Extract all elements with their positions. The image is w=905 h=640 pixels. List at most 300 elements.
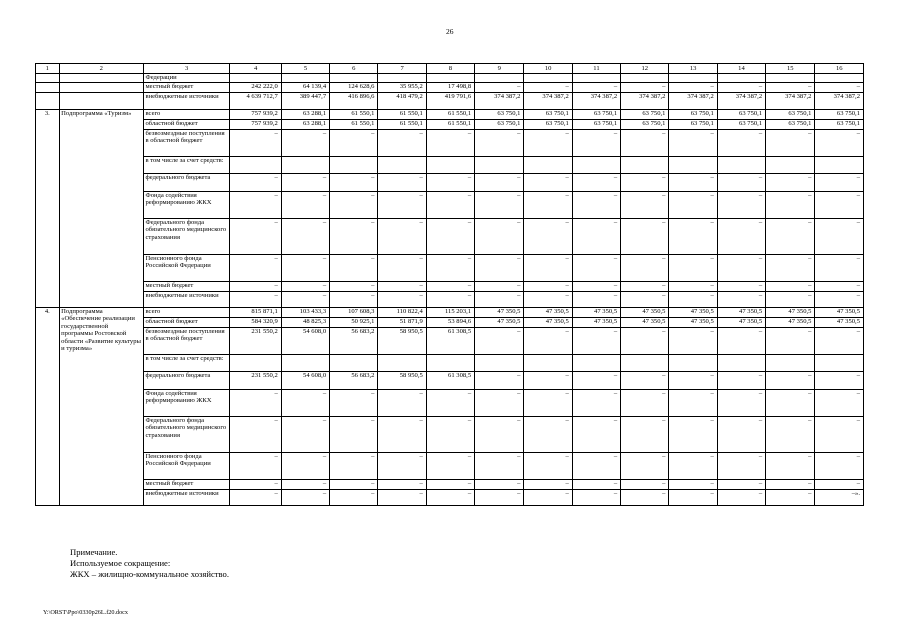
value-cell: 58 950,5 [378, 328, 426, 355]
value-cell: 61 550,1 [426, 110, 474, 120]
value-cell: – [621, 255, 669, 282]
value-cell: 51 871,9 [378, 318, 426, 328]
number-cell [36, 83, 60, 93]
value-cell: – [426, 417, 474, 453]
table-row [36, 355, 864, 372]
value-cell: – [426, 219, 474, 255]
value-cell [669, 74, 717, 83]
column-header: 3 [143, 64, 229, 74]
value-cell: – [330, 255, 378, 282]
value-cell: – [572, 130, 620, 157]
value-cell: 63 288,1 [281, 110, 329, 120]
value-cell: – [815, 372, 864, 390]
value-cell: – [426, 480, 474, 490]
value-cell: – [572, 255, 620, 282]
table-row [36, 130, 864, 157]
value-cell: – [330, 453, 378, 480]
value-cell: 63 750,1 [572, 110, 620, 120]
value-cell [281, 74, 329, 83]
column-header: 1 [36, 64, 60, 74]
value-cell: 107 608,3 [330, 308, 378, 318]
value-cell: 56 683,2 [330, 328, 378, 355]
value-cell: – [524, 219, 572, 255]
value-cell: 47 350,5 [621, 318, 669, 328]
value-cell: 63 750,1 [766, 110, 815, 120]
value-cell: – [815, 174, 864, 192]
value-cell: – [426, 192, 474, 219]
table-row [36, 83, 864, 93]
source-cell: местный бюджет [143, 282, 229, 292]
value-cell: – [524, 453, 572, 480]
value-cell: – [475, 328, 524, 355]
value-cell: – [475, 192, 524, 219]
value-cell: – [524, 372, 572, 390]
value-cell [426, 74, 474, 83]
value-cell: 48 825,3 [281, 318, 329, 328]
value-cell: 47 350,5 [717, 318, 765, 328]
source-cell: в том числе за счет средств: [143, 157, 229, 174]
value-cell: – [378, 255, 426, 282]
value-cell [330, 74, 378, 83]
value-cell: 47 350,5 [475, 318, 524, 328]
value-cell [815, 157, 864, 174]
value-cell: – [230, 192, 281, 219]
table-row [36, 174, 864, 192]
value-cell [230, 355, 281, 372]
table-row [36, 74, 864, 83]
value-cell [426, 157, 474, 174]
number-cell [36, 74, 60, 83]
value-cell: – [281, 390, 329, 417]
table-row [36, 282, 864, 292]
value-cell [572, 355, 620, 372]
table-row [36, 157, 864, 174]
value-cell [281, 157, 329, 174]
value-cell [815, 355, 864, 372]
column-header: 14 [717, 64, 765, 74]
value-cell: – [717, 130, 765, 157]
value-cell [621, 74, 669, 83]
table-row [36, 318, 864, 328]
value-cell: – [378, 130, 426, 157]
value-cell: – [475, 480, 524, 490]
value-cell: – [378, 174, 426, 192]
value-cell: – [815, 292, 864, 308]
value-cell: – [572, 282, 620, 292]
value-cell: – [475, 490, 524, 506]
value-cell: 47 350,5 [815, 318, 864, 328]
value-cell [717, 355, 765, 372]
value-cell [475, 355, 524, 372]
value-cell: – [230, 490, 281, 506]
value-cell: – [378, 453, 426, 480]
value-cell: – [475, 390, 524, 417]
value-cell: – [230, 219, 281, 255]
source-cell: Федерального фонда обязательного медицинского страхования [143, 417, 229, 453]
value-cell [475, 74, 524, 83]
value-cell: 584 320,9 [230, 318, 281, 328]
value-cell: 374 387,2 [572, 93, 620, 110]
value-cell: – [475, 83, 524, 93]
value-cell [330, 157, 378, 174]
value-cell: 61 550,1 [330, 110, 378, 120]
value-cell: 47 350,5 [621, 308, 669, 318]
value-cell [621, 157, 669, 174]
subprogram-name: Подпрограмма «Обеспечение реализации государственной программы Ростовской области «Развитие культуры и туризма» [59, 308, 143, 506]
value-cell: – [621, 480, 669, 490]
value-cell: 17 498,8 [426, 83, 474, 93]
value-cell: 47 350,5 [815, 308, 864, 318]
value-cell: – [524, 292, 572, 308]
value-cell: 63 288,1 [281, 120, 329, 130]
value-cell [524, 157, 572, 174]
value-cell: – [815, 480, 864, 490]
value-cell: 47 350,5 [766, 318, 815, 328]
source-cell: Пенсионного фонда Российской Федерации [143, 255, 229, 282]
value-cell: – [621, 83, 669, 93]
value-cell: – [669, 372, 717, 390]
value-cell: – [524, 390, 572, 417]
value-cell: – [572, 292, 620, 308]
value-cell: – [766, 255, 815, 282]
value-cell: 47 350,5 [475, 308, 524, 318]
value-cell: 63 750,1 [669, 120, 717, 130]
table-row [36, 372, 864, 390]
value-cell: 242 222,0 [230, 83, 281, 93]
value-cell: 374 387,2 [717, 93, 765, 110]
value-cell: – [426, 255, 474, 282]
column-header: 2 [59, 64, 143, 74]
value-cell: – [524, 130, 572, 157]
value-cell: – [572, 390, 620, 417]
value-cell [378, 157, 426, 174]
value-cell: 63 750,1 [621, 120, 669, 130]
value-cell: – [281, 130, 329, 157]
value-cell: 416 896,6 [330, 93, 378, 110]
value-cell: – [524, 83, 572, 93]
value-cell: – [426, 174, 474, 192]
value-cell: – [524, 328, 572, 355]
column-header: 10 [524, 64, 572, 74]
value-cell: 63 750,1 [524, 120, 572, 130]
value-cell: – [815, 282, 864, 292]
column-header: 6 [330, 64, 378, 74]
value-cell: – [669, 490, 717, 506]
value-cell: – [717, 328, 765, 355]
value-cell: – [621, 130, 669, 157]
value-cell: – [281, 255, 329, 282]
value-cell: – [281, 480, 329, 490]
value-cell: – [717, 490, 765, 506]
value-cell [230, 157, 281, 174]
value-cell: 47 350,5 [669, 318, 717, 328]
note-line-abbreviation: Используемое сокращение: [70, 558, 171, 568]
value-cell: 35 955,2 [378, 83, 426, 93]
value-cell: – [281, 192, 329, 219]
value-cell: – [378, 292, 426, 308]
value-cell: – [281, 490, 329, 506]
value-cell: – [475, 174, 524, 192]
value-cell: 61 308,5 [426, 372, 474, 390]
value-cell: – [669, 328, 717, 355]
value-cell: –». [815, 490, 864, 506]
value-cell: – [378, 480, 426, 490]
value-cell: – [475, 292, 524, 308]
value-cell: 47 350,5 [669, 308, 717, 318]
value-cell [230, 74, 281, 83]
value-cell: 47 350,5 [524, 318, 572, 328]
value-cell: – [717, 219, 765, 255]
column-header: 8 [426, 64, 474, 74]
source-cell: федерального бюджета [143, 174, 229, 192]
value-cell: – [230, 417, 281, 453]
value-cell: – [572, 417, 620, 453]
value-cell: 815 871,1 [230, 308, 281, 318]
value-cell: 63 750,1 [621, 110, 669, 120]
value-cell: 47 350,5 [572, 318, 620, 328]
value-cell [378, 355, 426, 372]
value-cell: – [330, 174, 378, 192]
value-cell: 103 433,3 [281, 308, 329, 318]
value-cell: – [766, 130, 815, 157]
value-cell [717, 74, 765, 83]
value-cell: – [378, 192, 426, 219]
table-row [36, 192, 864, 219]
value-cell: – [524, 480, 572, 490]
value-cell: – [717, 83, 765, 93]
value-cell [717, 157, 765, 174]
value-cell [330, 355, 378, 372]
value-cell: – [669, 417, 717, 453]
value-cell: – [572, 453, 620, 480]
value-cell: – [426, 282, 474, 292]
value-cell: – [426, 292, 474, 308]
value-cell: – [281, 453, 329, 480]
value-cell: – [717, 292, 765, 308]
value-cell: 63 750,1 [815, 120, 864, 130]
value-cell: – [230, 480, 281, 490]
value-cell: – [330, 417, 378, 453]
value-cell: – [717, 372, 765, 390]
value-cell [572, 157, 620, 174]
value-cell: 115 203,1 [426, 308, 474, 318]
value-cell: 47 350,5 [717, 308, 765, 318]
value-cell: – [766, 390, 815, 417]
value-cell: – [475, 453, 524, 480]
value-cell: – [669, 83, 717, 93]
value-cell [572, 74, 620, 83]
value-cell: – [572, 219, 620, 255]
value-cell: – [621, 292, 669, 308]
value-cell: – [524, 255, 572, 282]
table-row [36, 480, 864, 490]
value-cell: – [230, 255, 281, 282]
value-cell: – [524, 490, 572, 506]
value-cell: – [766, 372, 815, 390]
value-cell: – [230, 292, 281, 308]
value-cell: 374 387,2 [475, 93, 524, 110]
value-cell: – [230, 282, 281, 292]
value-cell: 63 750,1 [524, 110, 572, 120]
value-cell: – [621, 490, 669, 506]
value-cell: – [230, 130, 281, 157]
value-cell: – [281, 282, 329, 292]
value-cell: – [330, 490, 378, 506]
value-cell: – [815, 390, 864, 417]
value-cell: – [426, 390, 474, 417]
value-cell: – [717, 453, 765, 480]
source-cell: областной бюджет [143, 318, 229, 328]
value-cell: – [621, 328, 669, 355]
value-cell: – [330, 390, 378, 417]
value-cell: 61 550,1 [330, 120, 378, 130]
value-cell: – [572, 490, 620, 506]
value-cell: – [669, 390, 717, 417]
value-cell: – [766, 328, 815, 355]
column-header: 15 [766, 64, 815, 74]
value-cell: 56 683,2 [330, 372, 378, 390]
value-cell: 63 750,1 [766, 120, 815, 130]
value-cell: 63 750,1 [669, 110, 717, 120]
value-cell: – [766, 282, 815, 292]
value-cell: – [815, 453, 864, 480]
value-cell: – [330, 282, 378, 292]
budget-table [35, 63, 864, 506]
source-cell: федерального бюджета [143, 372, 229, 390]
value-cell: 50 925,1 [330, 318, 378, 328]
value-cell: 61 550,1 [426, 120, 474, 130]
value-cell: 4 639 712,7 [230, 93, 281, 110]
value-cell: – [669, 219, 717, 255]
subprogram-name: Подпрограмма «Туризм» [59, 110, 143, 308]
value-cell: – [281, 417, 329, 453]
value-cell: 124 628,6 [330, 83, 378, 93]
value-cell: – [766, 174, 815, 192]
table-row [36, 417, 864, 453]
value-cell: – [572, 174, 620, 192]
value-cell: – [717, 390, 765, 417]
value-cell: – [717, 480, 765, 490]
value-cell: – [426, 490, 474, 506]
value-cell: – [669, 192, 717, 219]
file-path-footer: Y:\ORST\Ppo\0330p26L.f20.docx [43, 609, 129, 616]
value-cell: – [717, 417, 765, 453]
value-cell: 231 550,2 [230, 372, 281, 390]
value-cell: – [766, 453, 815, 480]
value-cell [766, 74, 815, 83]
value-cell: 61 308,5 [426, 328, 474, 355]
value-cell: – [330, 192, 378, 219]
value-cell [766, 157, 815, 174]
column-header: 7 [378, 64, 426, 74]
column-header: 11 [572, 64, 620, 74]
value-cell: 58 950,5 [378, 372, 426, 390]
value-cell: – [815, 417, 864, 453]
source-cell: Фонда содействия реформированию ЖКХ [143, 390, 229, 417]
source-cell: безвозмездные поступления в областной бюджет [143, 328, 229, 355]
source-cell: в том числе за счет средств: [143, 355, 229, 372]
value-cell: – [621, 282, 669, 292]
value-cell: – [426, 130, 474, 157]
value-cell: – [669, 174, 717, 192]
table-body [36, 64, 864, 506]
value-cell: – [766, 192, 815, 219]
value-cell: – [669, 130, 717, 157]
value-cell: – [230, 453, 281, 480]
table-row [36, 453, 864, 480]
source-cell: всего [143, 308, 229, 318]
table-row [36, 390, 864, 417]
value-cell [669, 157, 717, 174]
value-cell: – [378, 417, 426, 453]
value-cell [475, 157, 524, 174]
column-header: 4 [230, 64, 281, 74]
value-cell: – [669, 282, 717, 292]
subprogram-number: 4. [36, 308, 60, 506]
value-cell: 63 750,1 [475, 120, 524, 130]
value-cell: – [717, 174, 765, 192]
page-number: 26 [446, 27, 454, 36]
value-cell: – [524, 174, 572, 192]
column-header: 12 [621, 64, 669, 74]
program-name-cell [59, 93, 143, 110]
value-cell: 110 822,4 [378, 308, 426, 318]
value-cell: – [378, 490, 426, 506]
value-cell: – [766, 417, 815, 453]
value-cell: – [524, 192, 572, 219]
value-cell: – [475, 282, 524, 292]
value-cell: – [766, 83, 815, 93]
value-cell: – [669, 453, 717, 480]
note-line-zhkh: ЖКХ – жилищно-коммунальное хозяйство. [70, 569, 229, 579]
source-cell: внебюджетные источники [143, 292, 229, 308]
table-row [36, 219, 864, 255]
value-cell: – [475, 219, 524, 255]
value-cell: – [669, 480, 717, 490]
value-cell: – [572, 192, 620, 219]
value-cell: 47 350,5 [524, 308, 572, 318]
value-cell [621, 355, 669, 372]
value-cell: 47 350,5 [766, 308, 815, 318]
value-cell: 374 387,2 [669, 93, 717, 110]
value-cell: – [426, 453, 474, 480]
value-cell: – [378, 390, 426, 417]
value-cell: 419 791,6 [426, 93, 474, 110]
subprogram-number: 3. [36, 110, 60, 308]
value-cell: – [475, 130, 524, 157]
table-row [36, 308, 864, 318]
source-cell: Пенсионного фонда Российской Федерации [143, 453, 229, 480]
value-cell [815, 74, 864, 83]
value-cell: – [378, 219, 426, 255]
value-cell: – [717, 282, 765, 292]
value-cell: 61 550,1 [378, 110, 426, 120]
value-cell [524, 355, 572, 372]
value-cell: – [766, 490, 815, 506]
value-cell: – [378, 282, 426, 292]
value-cell: 231 550,2 [230, 328, 281, 355]
value-cell: – [669, 292, 717, 308]
value-cell: – [766, 480, 815, 490]
value-cell: 418 479,2 [378, 93, 426, 110]
table-row [36, 93, 864, 110]
value-cell: – [815, 255, 864, 282]
value-cell: – [815, 192, 864, 219]
value-cell: – [572, 480, 620, 490]
note-title: Примечание. [70, 547, 118, 557]
value-cell: – [281, 174, 329, 192]
header-row [36, 64, 864, 74]
